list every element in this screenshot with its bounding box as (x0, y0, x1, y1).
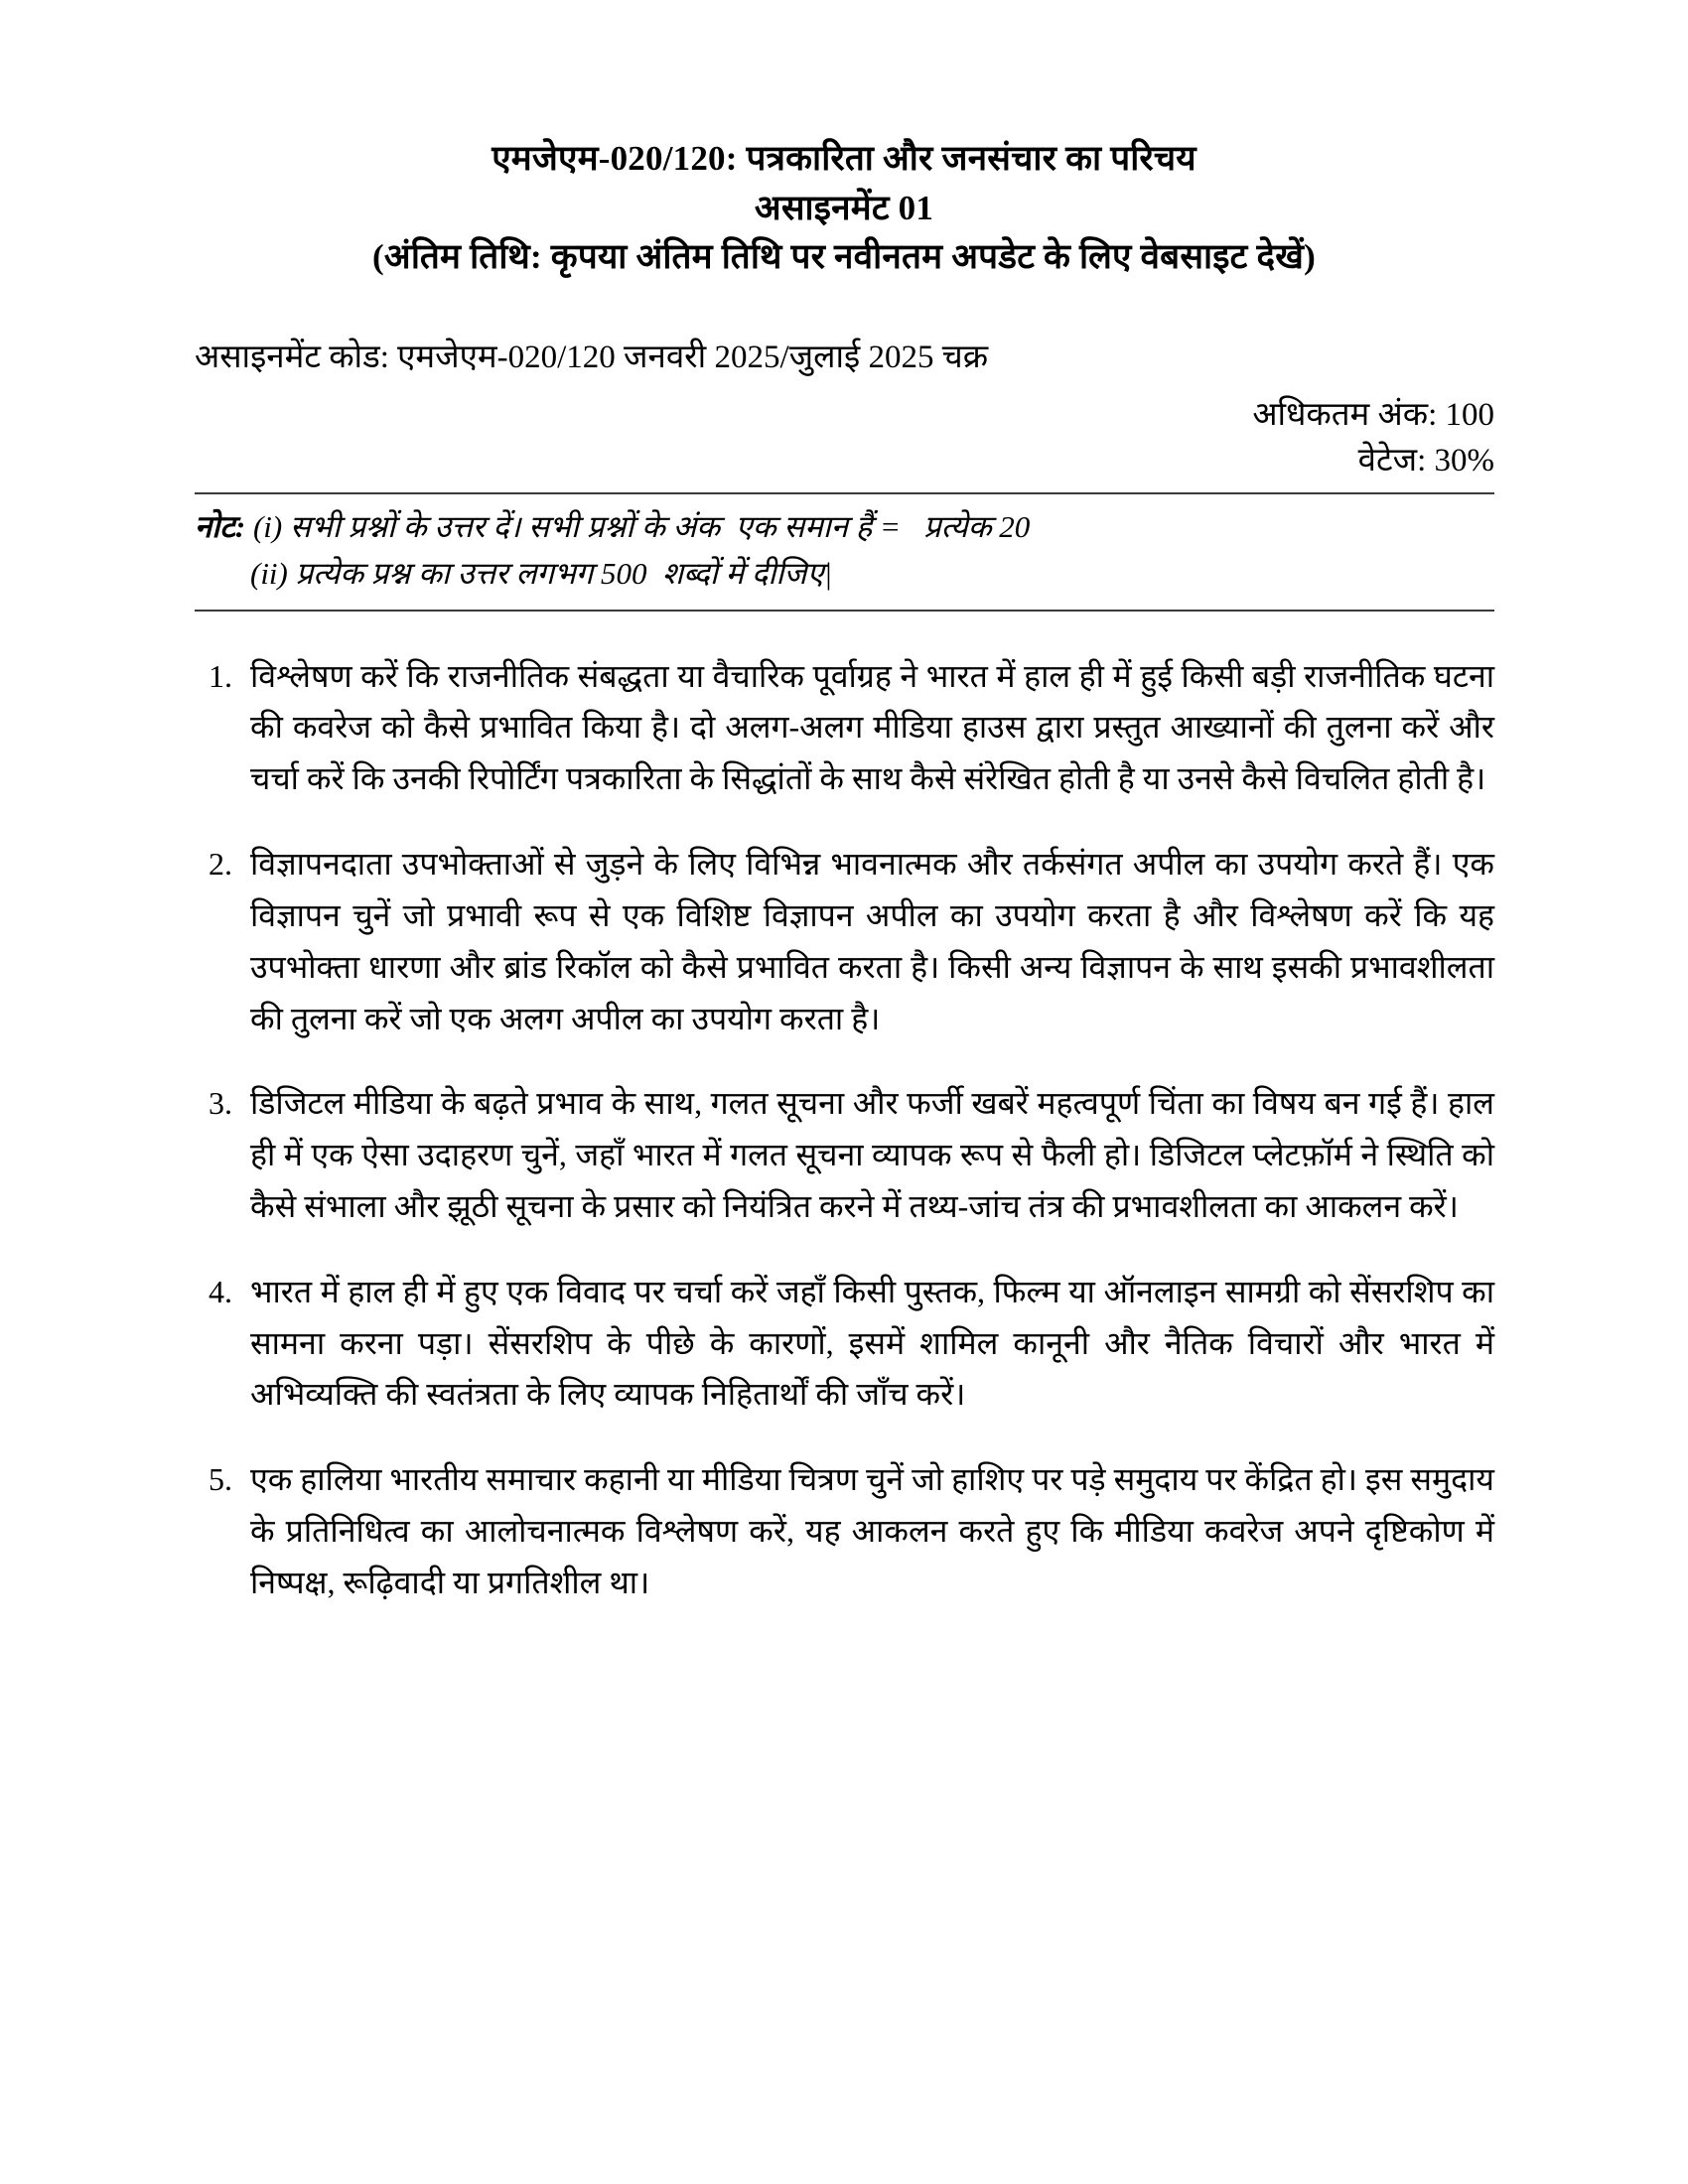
note-line-ii: (ii) प्रत्येक प्रश्न का उत्तर लगभग 500 शब्दों में दीजिए| (250, 556, 833, 592)
assignment-title: असाइनमेंट 01 (754, 188, 934, 227)
question-text: विज्ञापनदाता उपभोक्ताओं से जुड़ने के लिए विभिन्न भावनात्मक और तर्कसंगत अपील का उपयोग करते हैं। एक विज्ञापन चुनें जो प्रभावी रूप से एक विशिष्ट विज्ञापन अपील का उपयोग करता है और विश्लेषण करें कि यह उपभोक्ता धारणा और ब्रांड रिकॉल को कैसे प्रभावित करता है। किसी अन्य विज्ञापन के साथ इसकी प्रभावशीलता की तुलना करें जो एक अलग अपील का उपयोग करता है। (250, 846, 1494, 1036)
note-text-i: (i) सभी प्रश्नों के उत्तर दें। सभी प्रश्नों के अंक एक समान हैं = प्रत्येक 20 (245, 509, 1031, 545)
note-line-i (195, 503, 1494, 550)
question-item (195, 651, 1494, 805)
question-item (195, 1078, 1494, 1232)
question-number: 3. (209, 1085, 232, 1122)
question-item (195, 1454, 1494, 1608)
questions-list (195, 651, 1494, 1609)
note-section (195, 492, 1494, 611)
question-number: 2. (209, 846, 232, 883)
note-label: नोट: (195, 509, 246, 545)
question-text: भारत में हाल ही में हुए एक विवाद पर चर्चा करें जहाँ किसी पुस्तक, फिल्म या ऑनलाइन सामग्री को सेंसरशिप का सामना करना पड़ा। सेंसरशिप के पीछे के कारणों, इसमें शामिल कानूनी और नैतिक विचारों और भारत में अभिव्यक्ति की स्वतंत्रता के लिए व्यापक निहितार्थों की जाँच करें। (250, 1273, 1494, 1413)
assignment-meta (0, 336, 1688, 484)
assignment-code: असाइनमेंट कोड: एमजेएम-020/120 जनवरी 2025/जुलाई 2025 चक्र (195, 340, 989, 376)
question-number: 5. (209, 1461, 232, 1498)
marks-and-weightage (195, 392, 1494, 485)
maximum-marks: अधिकतम अंक: 100 (1252, 396, 1494, 433)
question-text: डिजिटल मीडिया के बढ़ते प्रभाव के साथ, गलत सूचना और फर्जी खबरें महत्वपूर्ण चिंता का विषय बन गई हैं। हाल ही में एक ऐसा उदाहरण चुनें, जहाँ भारत में गलत सूचना व्यापक रूप से फैली हो। डिजिटल प्लेटफ़ॉर्म ने स्थिति को कैसे संभाला और झूठी सूचना के प्रसार को नियंत्रित करने में तथ्य-जांच तंत्र की प्रभावशीलता का आकलन करें। (250, 1085, 1494, 1224)
question-number: 1. (209, 657, 232, 694)
document-header (0, 0, 1688, 282)
due-date-note: (अंतिम तिथि: कृपया अंतिम तिथि पर नवीनतम अपडेट के लिए वेबसाइट देखें) (372, 237, 1316, 277)
question-item (195, 839, 1494, 1044)
question-number: 4. (209, 1273, 232, 1309)
question-text: एक हालिया भारतीय समाचार कहानी या मीडिया चित्रण चुनें जो हाशिए पर पड़े समुदाय पर केंद्रित हो। इस समुदाय के प्रतिनिधित्व का आलोचनात्मक विश्लेषण करें, यह आकलन करते हुए कि मीडिया कवरेज अपने दृष्टिकोण में निष्पक्ष, रूढ़िवादी या प्रगतिशील था। (250, 1461, 1494, 1600)
question-text: विश्लेषण करें कि राजनीतिक संबद्धता या वैचारिक पूर्वाग्रह ने भारत में हाल ही में हुई किसी बड़ी राजनीतिक घटना की कवरेज को कैसे प्रभावित किया है। दो अलग-अलग मीडिया हाउस द्वारा प्रस्तुत आख्यानों की तुलना करें और चर्चा करें कि उनकी रिपोर्टिंग पत्रकारिता के सिद्धांतों के साथ कैसे संरेखित होती है या उनसे कैसे विचलित होती है। (250, 657, 1494, 797)
weightage: वेटेज: 30% (1357, 443, 1494, 479)
question-item (195, 1267, 1494, 1421)
course-title: एमजेएम-020/120: पत्रकारिता और जनसंचार का परिचय (492, 139, 1196, 178)
